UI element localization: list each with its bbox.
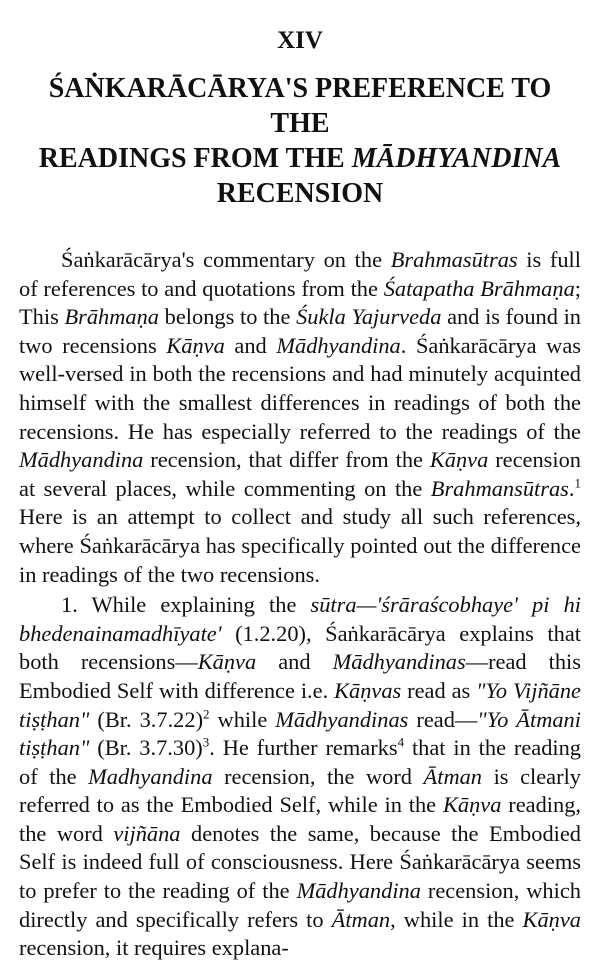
- text: (Br. 3.7.30): [89, 735, 203, 761]
- italic-term: vijñāna: [113, 820, 181, 846]
- text: recension, which directly and specifically refers to: [19, 878, 581, 932]
- text: belongs to the: [159, 304, 297, 330]
- text: is full of references to and quotations from the: [19, 247, 581, 301]
- paragraph-1: [19, 246, 581, 589]
- italic-term: Kāṇva: [197, 649, 257, 675]
- title-line-2-prefix: READINGS FROM THE: [38, 143, 352, 174]
- text: (Br. 3.7.22): [89, 706, 204, 732]
- text: .: [568, 475, 575, 501]
- text: and is found in two recensions: [19, 304, 581, 358]
- text: read as: [401, 677, 477, 703]
- text: and: [256, 649, 333, 675]
- title-line-1: ŚAṄKARĀCĀRYA'S PREFERENCE TO THE: [48, 73, 552, 139]
- text: , while in the: [390, 906, 523, 932]
- text: (1.2.20), Śaṅkarācārya explains that both recensions—: [19, 620, 581, 675]
- text: while: [209, 706, 276, 732]
- footnote-ref: 2: [203, 706, 210, 722]
- text: is clearly referred to as the Embodied Self, while in the: [19, 763, 581, 818]
- italic-term: Ātman: [331, 906, 391, 932]
- italic-term: Madhyandina: [88, 763, 213, 789]
- italic-term: Mādhyandinas: [275, 706, 409, 732]
- chapter-number: XIV: [277, 27, 323, 54]
- italic-term: Brahmasūtras: [390, 247, 518, 272]
- paragraph-2: [19, 591, 581, 963]
- italic-term: Mādhyandinas: [332, 649, 466, 675]
- italic-term: sūtra—'śrāraścobhaye' pi hi bhedenainamadhīyate': [19, 592, 581, 646]
- italic-term: Śukla Yajurveda: [296, 304, 442, 330]
- italic-term: Mādhyandina: [296, 878, 421, 904]
- italic-quote: "Yo Ātmani tiṣṭhan": [19, 706, 581, 761]
- text: read—: [408, 706, 478, 732]
- footnote-ref: 4: [397, 734, 405, 750]
- title-line-2-italic: MĀDHYANDINA: [351, 143, 562, 174]
- text: recension, the word: [212, 763, 424, 789]
- text: and: [224, 332, 277, 358]
- italic-term: Śatapatha Brāhmaṇa: [383, 275, 575, 301]
- italic-term: Brahmansūtras: [430, 475, 569, 501]
- text: ; This: [19, 275, 582, 330]
- text: 1. While explaining the: [61, 592, 311, 618]
- book-page: [19, 26, 581, 963]
- text: that in the reading of the: [19, 735, 582, 789]
- footnote-ref: 3: [202, 734, 210, 750]
- text: recension at several places, while commenting on the: [19, 447, 582, 501]
- text: denotes the same, because the Embodied Self is indeed full of consciousness. Here Śaṅkarācārya seems to prefer to the reading of the: [19, 820, 581, 904]
- text: recension, it requires explana-: [19, 935, 289, 961]
- text: reading, the word: [19, 792, 581, 846]
- text: Here is an attempt to collect and study all such references, where Śaṅkarācārya has specifically pointed out the difference in readings of the two recensions.: [19, 504, 581, 587]
- text: recension, that differ from the: [143, 447, 430, 473]
- italic-term: Kāṇva: [442, 792, 502, 818]
- text: . Śaṅkarācārya was well-versed in both the recensions and had minutely acquinted himself with the smallest differences in readings of both the recensions. He has especially referred to the readings of the: [19, 332, 581, 444]
- italic-term: Mādhyandina: [276, 332, 401, 358]
- italic-term: Kāṇvas: [334, 677, 402, 703]
- italic-term: Ātman: [423, 763, 483, 789]
- text: Śaṅkarācārya's commentary on the: [61, 247, 391, 272]
- italic-term: Mādhyandina: [19, 447, 144, 473]
- italic-term: Kāṇva: [522, 906, 581, 932]
- title-line-3: RECENSION: [216, 178, 384, 209]
- footnote-ref: 1: [574, 475, 581, 491]
- italic-term: Kāṇva: [429, 447, 489, 473]
- italic-term: Brāhmaṇa: [64, 304, 160, 330]
- text: . He further remarks: [209, 735, 398, 761]
- text: —read this Embodied Self with difference i.e.: [19, 649, 581, 703]
- italic-term: Kāṇva: [166, 332, 225, 358]
- italic-quote: "Yo Vijñāne tiṣṭhan": [19, 677, 581, 732]
- chapter-title: [19, 71, 581, 211]
